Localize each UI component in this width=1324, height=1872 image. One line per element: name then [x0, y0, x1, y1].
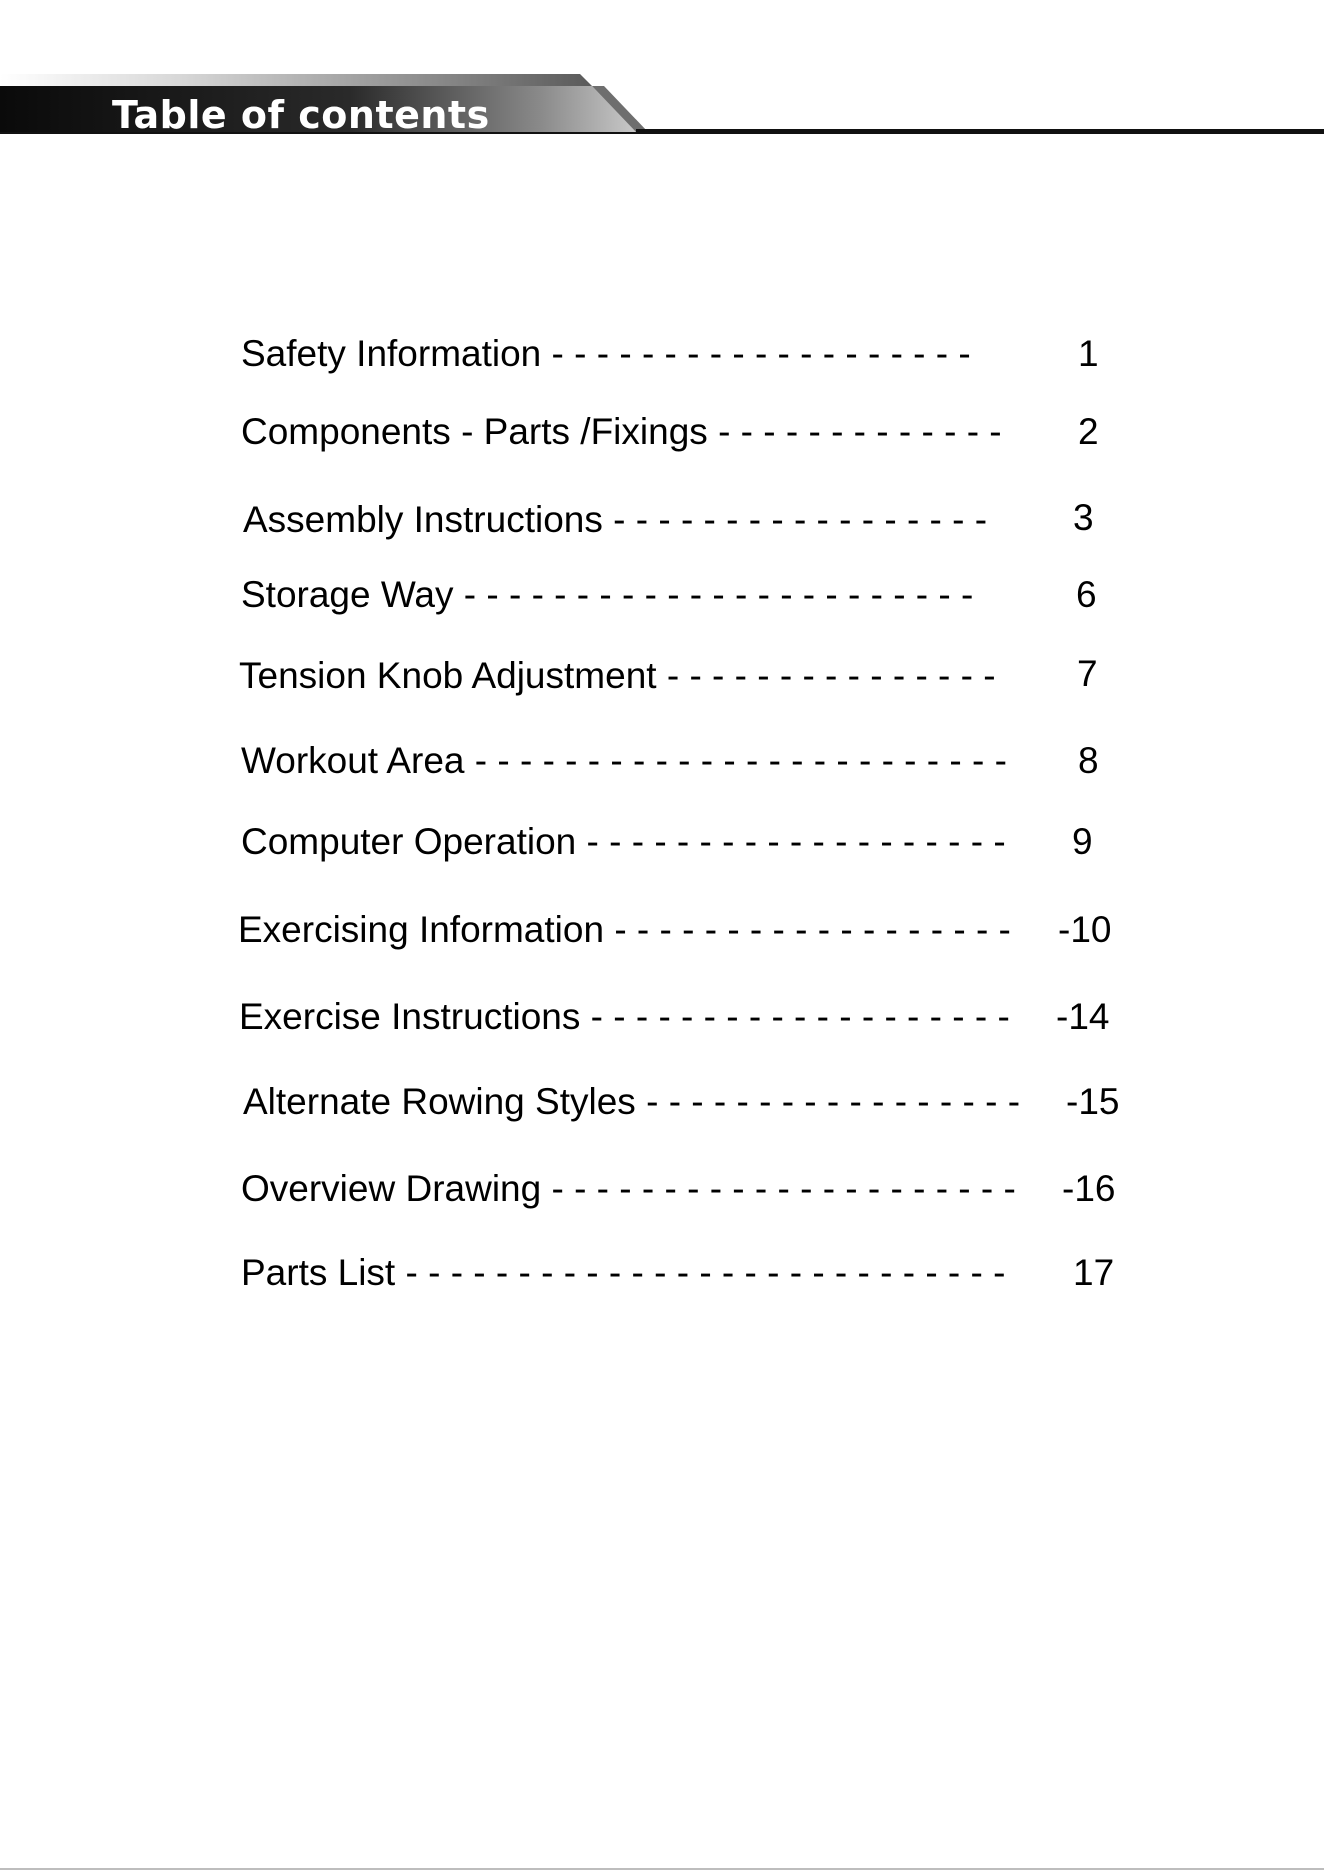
toc-entry-leader: - - - - - - - - - - - - - - - - - - -: [586, 821, 1006, 862]
toc-entry-page-number: 1: [1078, 333, 1099, 374]
toc-entry-label: Overview Drawing: [241, 1168, 542, 1209]
toc-entry-label: Exercising Information: [238, 909, 605, 950]
toc-entry-leader: - - - - - - - - - - - - - - - - -: [646, 1081, 1021, 1122]
toc-entry-page-number: -10: [1058, 909, 1112, 950]
toc-entry-page-number: 3: [1073, 497, 1094, 538]
toc-entry-label: Exercise Instructions: [239, 996, 581, 1037]
toc-entry-page-number: 7: [1077, 653, 1098, 694]
toc-entry-page-number: 8: [1078, 740, 1099, 781]
toc-entry-safety-information[interactable]: [241, 332, 971, 376]
toc-entry-leader: - - - - - - - - - - - - - - - - - - -: [551, 333, 971, 374]
toc-entry-exercising-information[interactable]: [238, 908, 1011, 952]
toc-entry-label: Components - Parts /Fixings: [241, 411, 708, 452]
toc-entry-exercise-instructions[interactable]: [239, 995, 1010, 1039]
toc-entry-workout-area[interactable]: [241, 739, 1007, 783]
toc-entry-storage-way[interactable]: [241, 573, 973, 617]
toc-entry-page-number: 17: [1073, 1252, 1115, 1293]
toc-entry-page-number: 2: [1078, 411, 1099, 452]
toc-entry-leader: - - - - - - - - - - - - - - - - - - - - - - - - - - -: [405, 1252, 1006, 1293]
toc-entry-page-number: -15: [1066, 1081, 1120, 1122]
page-title: Table of contents: [112, 93, 490, 137]
toc-entry-page-number: 9: [1072, 821, 1093, 862]
toc-entry-leader: - - - - - - - - - - - - -: [718, 411, 1002, 452]
toc-entry-assembly-instructions[interactable]: [243, 498, 987, 542]
toc-entry-label: Computer Operation: [241, 821, 577, 862]
toc-entry-leader: - - - - - - - - - - - - - - - - - - - - -: [551, 1168, 1016, 1209]
toc-entry-page-number: -14: [1056, 996, 1110, 1037]
toc-entry-leader: - - - - - - - - - - - - - - - - - - -: [590, 996, 1010, 1037]
toc-entry-page-number: 6: [1076, 574, 1097, 615]
toc-entry-page-number: -16: [1062, 1168, 1116, 1209]
toc-entry-label: Workout Area: [241, 740, 465, 781]
toc-entry-leader: - - - - - - - - - - - - - - - - -: [613, 499, 988, 540]
toc-entry-label: Tension Knob Adjustment: [239, 655, 657, 696]
toc-entry-overview-drawing[interactable]: [241, 1167, 1016, 1211]
toc-entry-leader: - - - - - - - - - - - - - - - - - - - - - - - -: [474, 740, 1007, 781]
toc-entry-label: Alternate Rowing Styles: [243, 1081, 636, 1122]
footer-rule: [0, 1868, 1324, 1870]
toc-entry-leader: - - - - - - - - - - - - - - - - - -: [614, 909, 1011, 950]
toc-entry-parts-list[interactable]: [241, 1251, 1005, 1295]
toc-entry-components[interactable]: [241, 410, 1002, 454]
toc-entry-computer-operation[interactable]: [241, 820, 1006, 864]
toc-entry-label: Assembly Instructions: [243, 499, 603, 540]
toc-entry-label: Safety Information: [241, 333, 542, 374]
toc-entry-leader: - - - - - - - - - - - - - - - - - - - - - - -: [463, 574, 974, 615]
toc-entry-label: Parts List: [241, 1252, 396, 1293]
toc-entry-alternate-rowing-styles[interactable]: [243, 1080, 1020, 1124]
toc-entry-label: Storage Way: [241, 574, 454, 615]
toc-entry-tension-knob-adjustment[interactable]: [239, 654, 996, 698]
toc-entry-leader: - - - - - - - - - - - - - - -: [666, 655, 996, 696]
